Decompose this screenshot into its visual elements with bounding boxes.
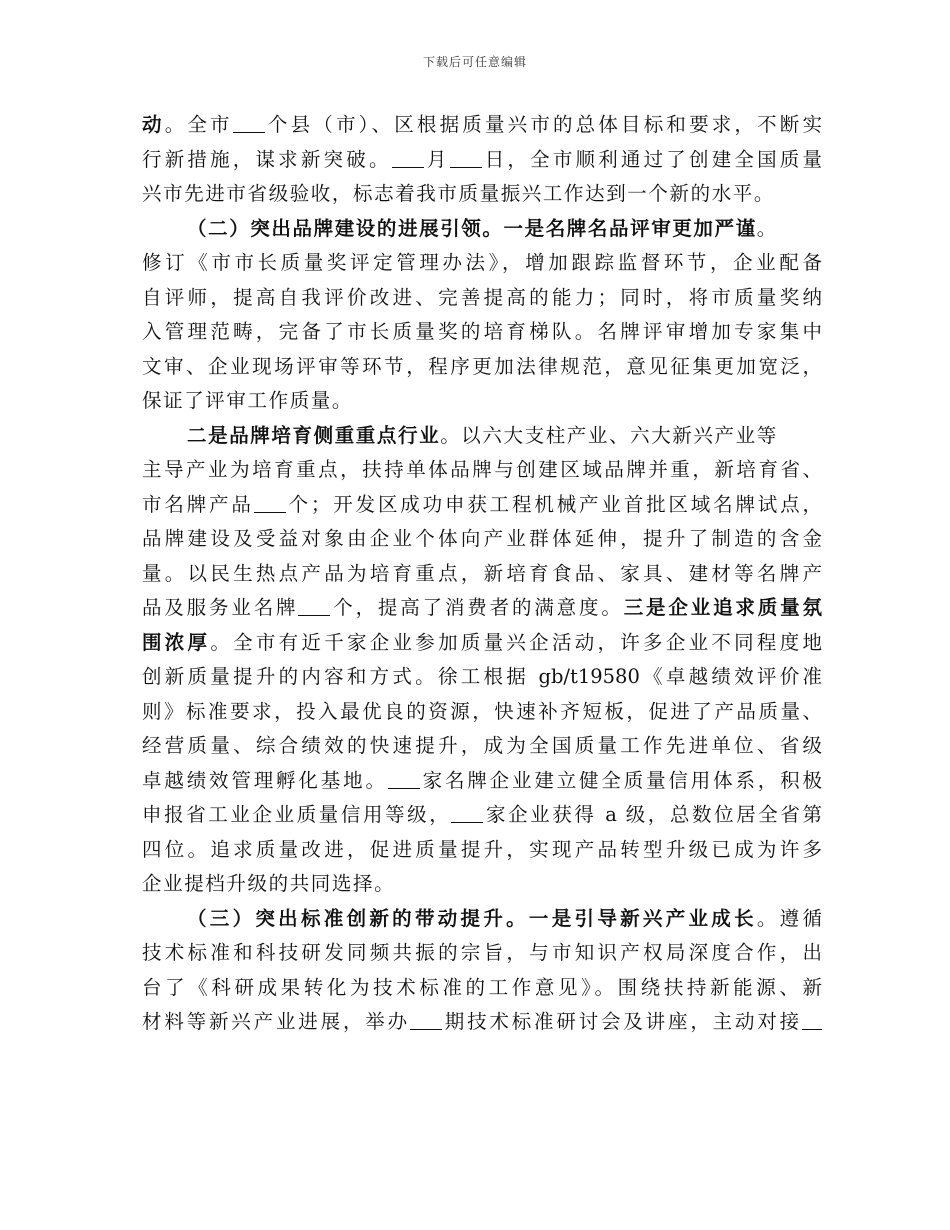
body-text: 台了《科研成果转化为技术标准的工作意见》。围绕扶持新能源、新 [142,975,822,999]
bold-heading-text: 二是品牌培育侧重重点行业 [187,423,441,447]
body-text: 材料等新兴产业进展，举办 [142,1010,410,1033]
text-line [142,246,822,281]
body-text: 品及服务业名牌 [142,596,299,619]
bold-heading-text: 围浓厚 [142,630,211,654]
body-text: 。 [756,216,778,240]
body-text: 兴市先进市省级验收，标志着我市质量振兴工作达到一个新的水平。 [142,182,776,205]
body-text: 。遵循 [756,906,822,930]
body-text: 。以六大支柱产业、六大新兴产业等 [440,423,778,447]
text-line [142,626,822,661]
fill-in-blank [802,1010,822,1031]
body-text: 个，提高了消费者的满意度。 [330,596,624,619]
body-text: 四位。追求质量改进，促进质量提升，实现产品转型升级已成为许多 [142,837,822,861]
body-text: 品牌建设及受益对象由企业个体向产业群体延伸，提升了制造的含金 [142,527,822,550]
body-text: 。全市 [164,113,233,136]
bold-heading-text: （二）突出品牌建设的进展引领。一是名牌名品评审更加严谨 [187,216,757,240]
bold-heading-text: （三）突出标准创新的带动提升。一是引导新兴产业成长 [187,906,757,930]
fill-in-blank [233,113,265,134]
text-line [142,384,822,419]
text-line [142,833,822,868]
text-line [142,1005,822,1040]
body-text: 则》标准要求，投入最优良的资源，快速补齐短板，促进了产品质量、 [142,699,822,723]
text-line [142,488,822,523]
body-text: 卓越绩效管理孵化基地。 [142,768,388,792]
text-line [142,281,822,316]
body-text: 技术标准和科技研发同频共振的宗旨，与市知识产权局深度合作，出 [142,941,822,964]
document-body [142,108,822,1040]
bold-heading-text: 动 [142,113,165,136]
body-text: 主导产业为培育重点，扶持单体品牌与创建区域品牌并重，新培育省、 [142,458,822,481]
text-line [142,212,822,247]
body-text: 家企业获得 a 级，总数位居全省第 [483,803,822,826]
body-text: 入管理范畴，完备了市长质量奖的培育梯队。名牌评审增加专家集中 [142,320,822,343]
text-line [142,764,822,799]
bold-heading-text: 三是企业追求质量氛 [623,596,822,619]
text-line [142,660,822,695]
fill-in-blank [298,596,330,617]
text-line [142,350,822,385]
text-line [142,695,822,730]
body-text: 企业提档升级的共同选择。 [142,872,396,895]
text-line [142,108,822,143]
text-line [142,315,822,350]
fill-in-blank [392,147,424,168]
body-text: 行新措施，谋求新突破。 [142,147,392,171]
body-text: 修订《市市长质量奖评定管理办法》，增加跟踪监督环节，企业配备 [142,251,822,274]
body-text: 家名牌企业建立健全质量信用体系，积极 [419,768,822,792]
body-text: 个；开发区成功申获工程机械产业首批区域名牌试点， [285,492,822,516]
body-text: 个县（市）、区根据质量兴市的总体目标和要求，不断实 [264,113,822,136]
body-text: 申报省工业企业质量信用等级， [142,803,452,826]
page-header: 下载后可任意编辑 [422,55,527,69]
text-line [142,902,822,937]
body-text: 经营质量、综合绩效的快速提升，成为全国质量工作先进单位、省级 [142,734,822,757]
body-text: 自评师，提高自我评价改进、完善提高的能力；同时，将市质量奖纳 [142,285,822,309]
text-line [142,557,822,592]
text-line [142,177,822,212]
fill-in-blank [410,1010,442,1031]
body-text: 日，全市顺利通过了创建全国质量 [481,147,822,171]
text-line [142,936,822,971]
text-line [142,419,822,454]
body-text: 月 [423,147,450,171]
body-text: 创新质量提升的内容和方式。徐工根据 gb/t19580《卓越绩效评价准 [142,665,822,688]
fill-in-blank [388,768,420,789]
body-text: 文审、企业现场评审等环节，程序更加法律规范，意见征集更加宽泛， [142,354,822,378]
text-line [142,798,822,833]
text-line [142,453,822,488]
text-line [142,971,822,1006]
text-line [142,591,822,626]
body-text: 量。以民生热点产品为培育重点，新培育食品、家具、建材等名牌产 [142,561,822,585]
body-text: 期技术标准研讨会及讲座，主动对接 [441,1010,802,1033]
body-text: 保证了评审工作质量。 [142,389,354,412]
text-line [142,867,822,902]
text-line [142,143,822,178]
text-line [142,729,822,764]
fill-in-blank [450,147,482,168]
body-text: 。全市有近千家企业参加质量兴企活动，许多企业不同程度地 [210,630,822,654]
fill-in-blank [451,803,483,824]
fill-in-blank [254,492,286,513]
text-line [142,522,822,557]
body-text: 市名牌产品 [142,492,254,516]
